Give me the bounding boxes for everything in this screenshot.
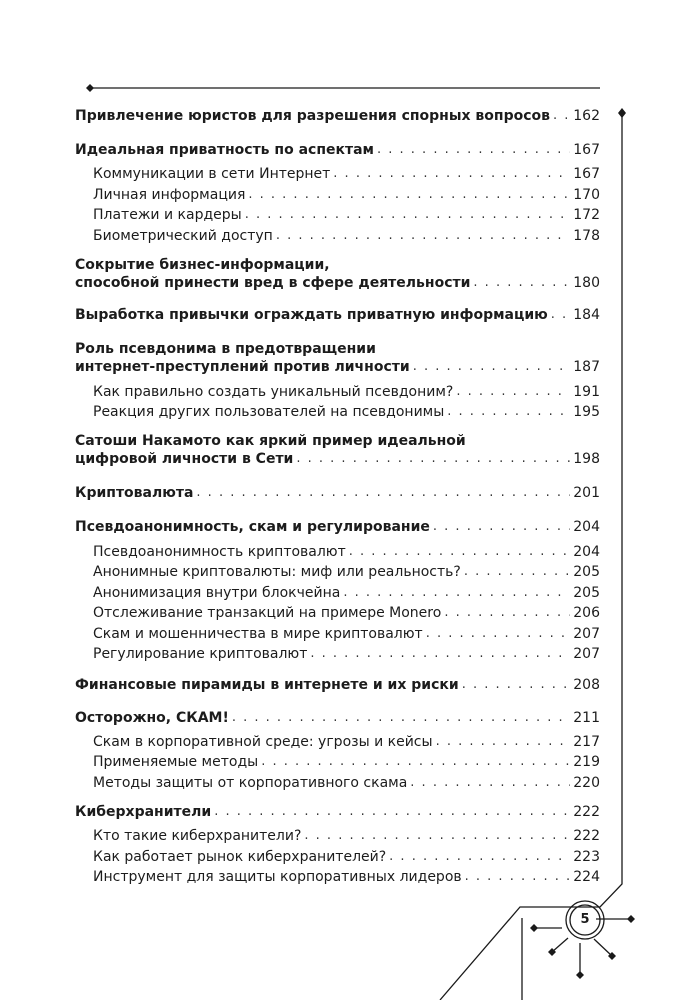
toc-entry-title: Инструмент для защиты корпоративных лидеров (93, 869, 462, 885)
toc-entry-page: 162 (573, 108, 600, 124)
toc-subentry[interactable] (93, 645, 600, 663)
toc-entry[interactable] (75, 340, 600, 376)
toc-subentry[interactable] (93, 186, 600, 204)
toc-entry-title: Биометрический доступ (93, 228, 273, 244)
toc-entry-page: 219 (573, 754, 600, 770)
toc-leader-dots (426, 625, 571, 643)
toc-entry-title: Отслеживание транзакций на примере Monero (93, 605, 442, 621)
toc-subentry[interactable] (93, 753, 600, 771)
toc-subentry[interactable] (93, 774, 600, 792)
toc-entry-page: 224 (573, 869, 600, 885)
toc-entry-title: Регулирование криптовалют (93, 646, 308, 662)
toc-entry-title: Осторожно, СКАМ! (75, 710, 229, 726)
toc-entry-title: Платежи и кардеры (93, 207, 242, 223)
toc-entry-page: 180 (573, 275, 600, 291)
toc-entry-title-line2: цифровой личности в Сети (75, 451, 294, 467)
toc-entry[interactable] (75, 518, 600, 536)
toc-entry-page: 167 (573, 166, 600, 182)
toc-leader-dots (410, 774, 570, 792)
toc-leader-dots (349, 543, 571, 561)
toc-entry-page: 217 (573, 734, 600, 750)
toc-entry[interactable] (75, 141, 600, 159)
toc-leader-dots (310, 645, 570, 663)
toc-leader-dots (296, 450, 570, 468)
toc-entry-title: Псевдоанонимность криптовалют (93, 544, 346, 560)
toc-entry[interactable] (75, 432, 600, 468)
toc-leader-dots (464, 563, 570, 581)
toc-leader-dots (456, 383, 570, 401)
toc-entry-page: 184 (573, 307, 600, 323)
toc-entry-page: 167 (573, 142, 600, 158)
toc-leader-dots (551, 306, 570, 324)
toc-entry-title: Анонимизация внутри блокчейна (93, 585, 341, 601)
toc-entry[interactable] (75, 676, 600, 694)
toc-entry-page: 195 (573, 404, 600, 420)
toc-entry-title: Личная информация (93, 187, 246, 203)
toc-subentry[interactable] (93, 733, 600, 751)
toc-entry-page: 208 (573, 677, 600, 693)
toc-entry-page: 172 (573, 207, 600, 223)
toc-entry-title: Выработка привычки ограждать приватную информацию (75, 307, 548, 323)
toc-entry-page: 220 (573, 775, 600, 791)
toc-entry-page: 187 (573, 359, 600, 375)
toc-entry-line2 (75, 450, 600, 468)
toc-entry[interactable] (75, 107, 600, 125)
toc-subentry[interactable] (93, 625, 600, 643)
toc-entry-title: Привлечение юристов для разрешения спорных вопросов (75, 108, 550, 124)
toc-subentry[interactable] (93, 403, 600, 421)
toc-entry-page: 204 (573, 519, 600, 535)
toc-subentry[interactable] (93, 604, 600, 622)
toc-leader-dots (232, 709, 570, 727)
toc-entry-line2 (75, 274, 600, 292)
toc-entry[interactable] (75, 484, 600, 502)
toc-entry-title: Реакция других пользователей на псевдонимы (93, 404, 445, 420)
toc-entry[interactable] (75, 256, 600, 292)
toc-subentry[interactable] (93, 584, 600, 602)
toc-entry-title: Коммуникации в сети Интернет (93, 166, 331, 182)
toc-leader-dots (447, 403, 570, 421)
toc-subentry[interactable] (93, 827, 600, 845)
toc-leader-dots (553, 107, 570, 125)
toc-subentry[interactable] (93, 165, 600, 183)
toc-leader-dots (444, 604, 570, 622)
toc-leader-dots (473, 274, 570, 292)
toc-leader-dots (214, 803, 570, 821)
toc-entry-page: 207 (573, 626, 600, 642)
toc-entry[interactable] (75, 306, 600, 324)
toc-entry-title: Методы защиты от корпоративного скама (93, 775, 408, 791)
toc-entry-page: 223 (573, 849, 600, 865)
toc-entry-title: Кто такие киберхранители? (93, 828, 302, 844)
toc-entry-title: Псевдоанонимность, скам и регулирование (75, 519, 430, 535)
toc-subentry[interactable] (93, 383, 600, 401)
toc-entry-line2 (75, 358, 600, 376)
toc-entry-title: Скам и мошенничества в мире криптовалют (93, 626, 423, 642)
toc-entry-page: 222 (573, 804, 600, 820)
toc-leader-dots (343, 584, 570, 602)
toc-entry-page: 170 (573, 187, 600, 203)
toc-entry[interactable] (75, 709, 600, 727)
toc-entry-page: 205 (573, 564, 600, 580)
toc-entry-page: 204 (573, 544, 600, 560)
toc-leader-dots (462, 676, 571, 694)
toc-entry-page: 191 (573, 384, 600, 400)
toc-entry-page: 207 (573, 646, 600, 662)
toc-entry-title: Как работает рынок киберхранителей? (93, 849, 387, 865)
toc-leader-dots (433, 518, 570, 536)
toc-entry-page: 211 (573, 710, 600, 726)
toc-entry-title-line1: Сокрытие бизнес-информации, (75, 257, 330, 273)
toc-subentry[interactable] (93, 227, 600, 245)
toc-entry-title: Применяемые методы (93, 754, 259, 770)
toc-entry-title-line2: способной принести вред в сфере деятельности (75, 275, 471, 291)
toc-entry-title: Анонимные криптовалюты: миф или реальность? (93, 564, 461, 580)
toc-entry-page: 206 (573, 605, 600, 621)
toc-leader-dots (304, 827, 570, 845)
toc-leader-dots (377, 141, 570, 159)
toc-leader-dots (276, 227, 570, 245)
toc-entry-title: Финансовые пирамиды в интернете и их риски (75, 677, 459, 693)
toc-entry-page: 198 (573, 451, 600, 467)
toc-entry-page: 222 (573, 828, 600, 844)
toc-entry[interactable] (75, 803, 600, 821)
toc-entry-title-line1: Сатоши Накамото как яркий пример идеальной (75, 433, 466, 449)
toc-leader-dots (465, 868, 571, 886)
toc-entry-title: Как правильно создать уникальный псевдоним? (93, 384, 454, 400)
toc-leader-dots (413, 358, 571, 376)
toc-entry-page: 201 (573, 485, 600, 501)
toc-entry-title: Идеальная приватность по аспектам (75, 142, 374, 158)
toc-subentry[interactable] (93, 563, 600, 581)
toc-leader-dots (196, 484, 570, 502)
toc-leader-dots (248, 186, 570, 204)
toc-entry-title-line1: Роль псевдонима в предотвращении (75, 341, 376, 357)
toc-subentry[interactable] (93, 868, 600, 886)
toc-entry-title: Скам в корпоративной среде: угрозы и кейсы (93, 734, 433, 750)
toc-leader-dots (245, 206, 571, 224)
toc-leader-dots (333, 165, 570, 183)
toc-leader-dots (261, 753, 570, 771)
toc-entry-page: 205 (573, 585, 600, 601)
toc-entry-title: Киберхранители (75, 804, 212, 820)
toc-leader-dots (389, 848, 570, 866)
toc-entry-title: Криптовалюта (75, 485, 194, 501)
toc-subentry[interactable] (93, 848, 600, 866)
toc-subentry[interactable] (93, 543, 600, 561)
toc-leader-dots (436, 733, 571, 751)
toc-entry-page: 178 (573, 228, 600, 244)
toc-subentry[interactable] (93, 206, 600, 224)
toc-entry-title-line2: интернет-преступлений против личности (75, 359, 410, 375)
